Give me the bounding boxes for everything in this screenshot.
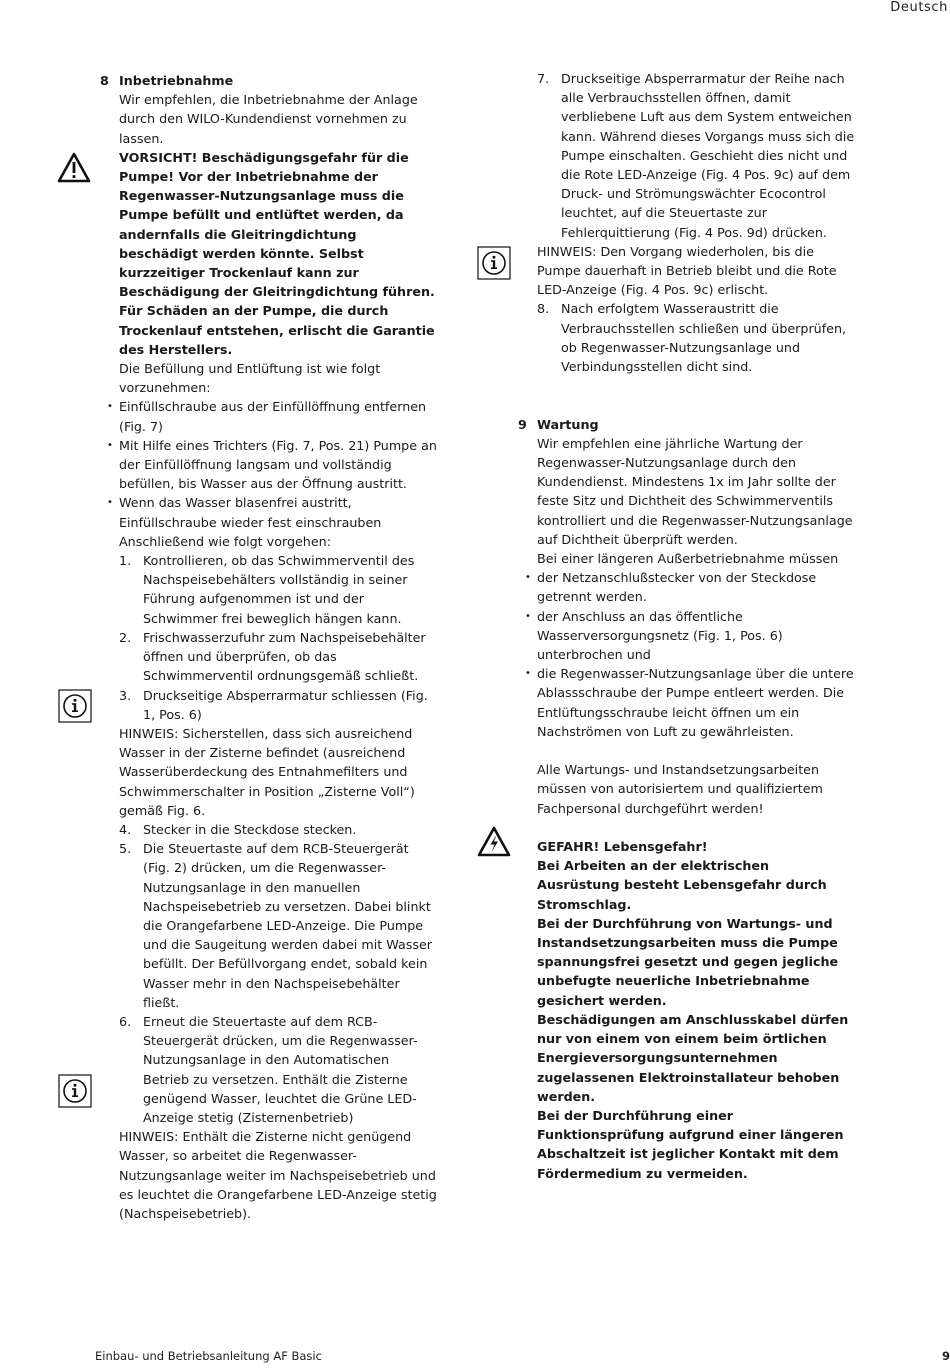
danger-warning [537, 837, 855, 1183]
danger-line: Beschädigungen am Anschlusskabel dürfen nur von einem von einem beim örtlichen Energieversorgungsunternehmen zugelassenen Elektroinstallateur behoben werden. [537, 1011, 849, 1104]
note-paragraph: HINWEIS: Den Vorgang wiederholen, bis die Pumpe dauerhaft in Betrieb bleibt und die Rote LED-Anzeige (Fig. 4 Pos. 9c) erlischt. [537, 243, 837, 298]
step-text: Stecker in die Steckdose stecken. [143, 821, 357, 837]
all-work-paragraph: Alle Wartungs- und Instandsetzungsarbeiten müssen von autorisiertem und qualifiziertem Fachpersonal durchgeführt werden! [537, 762, 823, 816]
step-text: Druckseitige Absperrarmatur der Reihe nach alle Verbrauchsstellen öffnen, damit verbliebene Luft aus dem System entweichen kann. Während dieses Vorgangs muss sich die Pumpe einschalten. Geschieht dies nicht und die Rote LED-Anzeige (Fig. 4 Pos. 9c) auf dem Druck- und Strömungswächter Ecocontrol leuchtet, auf die Steuertaste zur Fehlerquittierung (Fig. 4 Pos. 9d) drücken. [561, 71, 855, 240]
section-title: Wartung [537, 416, 599, 432]
warning-triangle-icon [57, 152, 91, 186]
list-item: • der Netzanschlußstecker von der Steckdose getrennt werden. [537, 568, 855, 606]
footer-page-number: 9 [941, 1349, 950, 1363]
step-item [537, 69, 855, 242]
list-item: • Einfüllschraube aus der Einfüllöffnung entfernen (Fig. 7) [119, 397, 437, 435]
section-number: 9 [518, 416, 527, 432]
spacer [537, 818, 855, 837]
spacer [537, 376, 855, 395]
step-item [119, 686, 437, 724]
step-item [537, 299, 855, 376]
danger-line: Bei der Durchführung einer Funktionsprüfung aufgrund einer längeren Abschaltzeit ist jeglicher Kontakt mit dem Fördermedium zu vermeiden. [537, 1107, 844, 1181]
then-paragraph: Anschließend wie folgt vorgehen: [119, 533, 331, 549]
step-text: Frischwasserzufuhr zum Nachspeisebehälter öffnen und überprüfen, ob das Schwimmerventil ordnungsgemäß schließt. [143, 629, 426, 684]
section-number: 8 [100, 73, 109, 88]
spacer [537, 395, 855, 414]
spacer [537, 741, 855, 760]
electric-hazard-icon [477, 826, 511, 860]
list-item: • Mit Hilfe eines Trichters (Fig. 7, Pos. 21) Pumpe an der Einfüllöffnung langsam und vollständig befüllen, bis Wasser aus der Öffnung austritt. [119, 436, 437, 494]
step-number: 2. [119, 629, 132, 645]
step-number: 4. [119, 821, 132, 837]
step-item [119, 839, 437, 1012]
danger-line: Bei Arbeiten an der elektrischen Ausrüstung besteht Lebensgefahr durch Stromschlag. [537, 858, 827, 912]
step-number: 6. [119, 1013, 132, 1029]
info-icon [477, 246, 511, 280]
step-text: Druckseitige Absperrarmatur schliessen (Fig. 1, Pos. 6) [143, 687, 428, 722]
info-icon [58, 689, 92, 723]
step-item [119, 628, 437, 686]
longer-paragraph: Bei einer längeren Außerbetriebnahme müssen [537, 551, 839, 567]
step-text: Die Steuertaste auf dem RCB-Steuergerät (Fig. 2) drücken, um die Regenwasser-Nutzungsanlage in den manuellen Nachspeisebetrieb zu versetzen. Dabei blinkt die Orangefarbene LED-Anzeige. Die Pumpe und die Saugeitung werden dabei mit Wasser befüllt. Der Befüllvorgang endet, sobald kein Wasser mehr in den Nachspeisebehälter fließt. [143, 841, 432, 1010]
danger-line: Bei der Durchführung von Wartungs- und Instandsetzungsarbeiten muss die Pumpe spannungsfrei gesetzt und gegen jegliche unbefugte neuerliche Inbetriebnahme gesichert werden. [537, 915, 839, 1008]
step-text: Kontrollieren, ob das Schwimmerventil des Nachspeisebehälters vollständig in seiner Führung aufgenommen ist und der Schwimmer frei beweglich hängen kann. [143, 553, 415, 626]
left-column [100, 71, 437, 1223]
danger-line: GEFAHR! Lebensgefahr! [537, 839, 708, 855]
list-item: • die Regenwasser-Nutzungsanlage über die untere Ablassschraube der Pumpe entleert werden. Die Entlüftungsschraube leicht öffnen um ein Nachströmen von Luft zu gewährleisten. [537, 664, 855, 741]
caution-warning: VORSICHT! Beschädigungsgefahr für die Pumpe! Vor der Inbetriebnahme der Regenwasser-Nutzungsanlage muss die Pumpe befüllt und entlüftet werden, da andernfalls die Gleitringdichtung beschädigt werden könnte. Selbst kurzzeitiger Trockenlauf kann zur Beschädigung der Gleitringdichtung führen. Für Schäden an der Pumpe, die durch Trockenlauf entstehen, erlischt die Garantie des Herstellers. [119, 149, 435, 357]
step-number: 8. [537, 301, 550, 317]
step-number: 3. [119, 687, 132, 703]
footer-document-title: Einbau- und Betriebsanleitung AF Basic [95, 1349, 322, 1363]
step-number: 1. [119, 553, 132, 569]
header-language: Deutsch [890, 0, 948, 15]
right-column [518, 69, 855, 1183]
section-title: Inbetriebnahme [119, 73, 234, 88]
step-text: Erneut die Steuertaste auf dem RCB-Steuergerät drücken, um die Regenwasser-Nutzungsanlage in den Automatischen Betrieb zu versetzen. Enthält die Zisterne genügend Wasser, leuchtet die Grüne LED-Anzeige stetig (Zisternenbetrieb) [143, 1013, 418, 1125]
note-paragraph: HINWEIS: Enthält die Zisterne nicht genügend Wasser, so arbeitet die Regenwasser-Nutzungsanlage weiter im Nachspeisebetrieb und es leuchtet die Orangefarbene LED-Anzeige stetig (Nachspeisebetrieb). [119, 1129, 437, 1221]
info-icon [58, 1074, 92, 1108]
step-number: 5. [119, 841, 132, 857]
step-item [119, 1012, 437, 1127]
step-text: Nach erfolgtem Wasseraustritt die Verbrauchsstellen schließen und überprüfen, ob Regenwasser-Nutzungsanlage und Verbindungsstellen dicht sind. [561, 301, 847, 375]
section-8-heading [100, 71, 437, 90]
note-paragraph: HINWEIS: Sicherstellen, dass sich ausreichend Wasser in der Zisterne befindet (ausreichend Wasserüberdeckung des Entnahmefilters und Schwimmerschalter in Position „Zisterne Voll“) gemäß Fig. 6. [119, 725, 415, 818]
intro-paragraph: Wir empfehlen, die Inbetriebnahme der Anlage durch den WILO-Kundendienst vornehmen zu lassen. [119, 92, 418, 146]
list-item: • Wenn das Wasser blasenfrei austritt, Einfüllschraube wieder fest einschrauben [119, 493, 437, 531]
list-item: • der Anschluss an das öffentliche Wasserversorgungsnetz (Fig. 1, Pos. 6) unterbrochen und [537, 607, 855, 665]
step-item [119, 551, 437, 628]
fill-intro: Die Befüllung und Entlüftung ist wie folgt vorzunehmen: [119, 361, 381, 396]
step-item [119, 820, 437, 839]
section-9-heading [518, 415, 855, 434]
step-number: 7. [537, 71, 550, 86]
intro-paragraph: Wir empfehlen eine jährliche Wartung der Regenwasser-Nutzungsanlage durch den Kundendienst. Mindestens 1x im Jahr sollte der feste Sitz und Dichtheit des Schwimmerventils kontrolliert und die Regenwasser-Nutzungsanlage auf Dichtheit überprüft werden. [537, 435, 853, 547]
